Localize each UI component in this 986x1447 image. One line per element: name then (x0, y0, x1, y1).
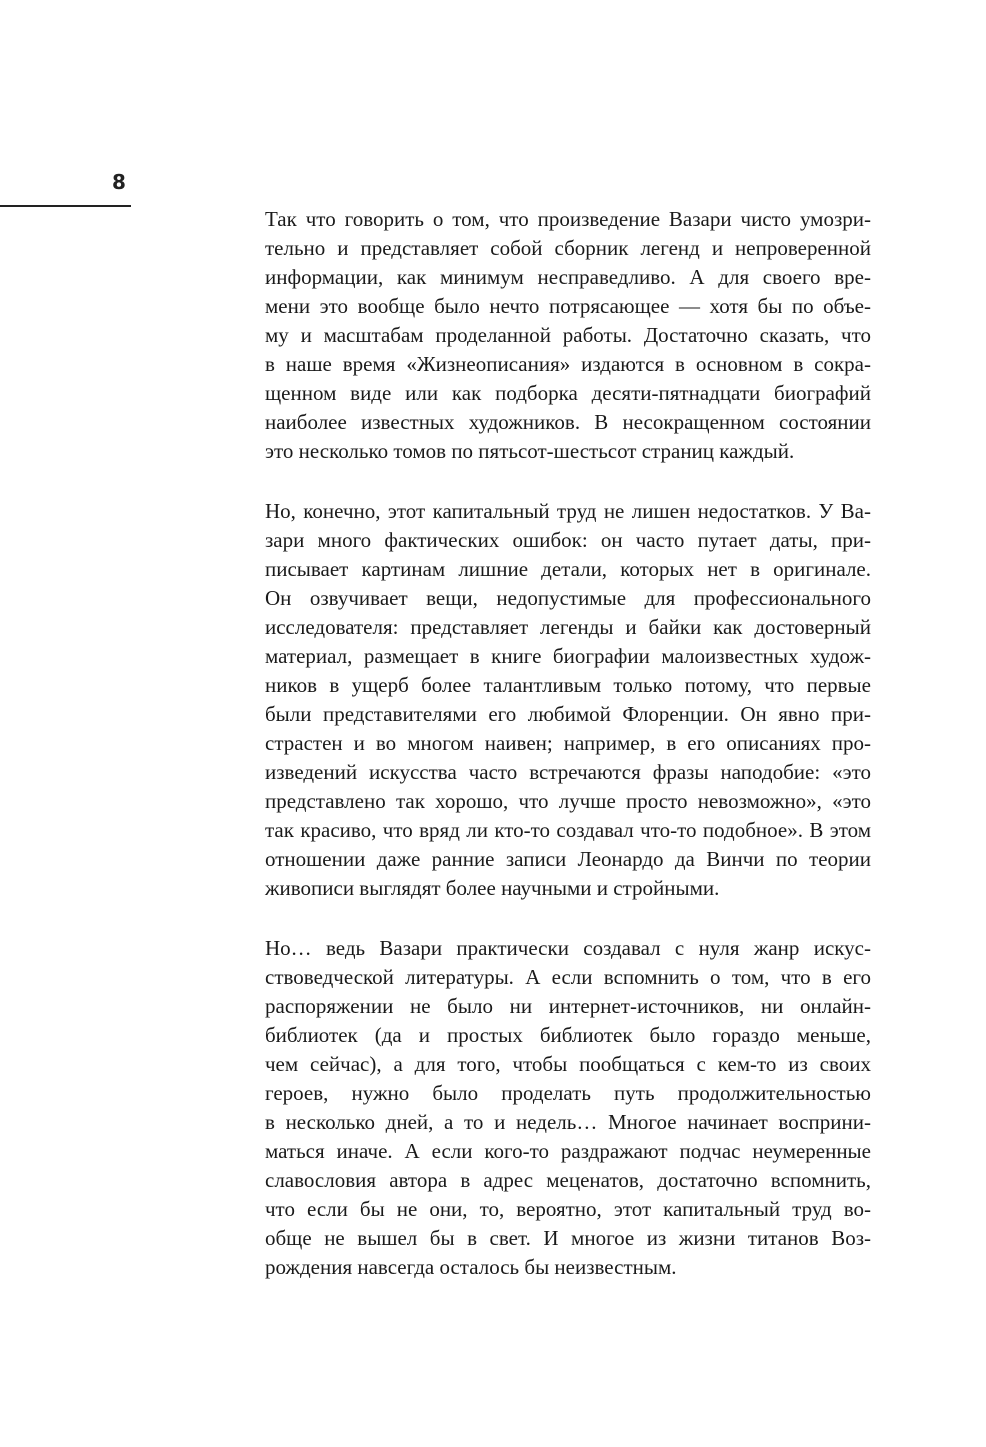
text-line: зари много фактических ошибок: он часто путает даты, при- (265, 528, 871, 552)
text-line: мени это вообще было нечто потрясающее — хотя бы по объе- (265, 294, 871, 318)
text-line: были представителями его любимой Флоренции. Он явно при- (265, 702, 871, 726)
text-line: ников в ущерб более талантливым только потому, что первые (265, 673, 871, 697)
text-line: щенном виде или как подборка десяти-пятнадцати биографий (265, 381, 871, 405)
text-line: в наше время «Жизнеописания» издаются в основном в сокра- (265, 352, 871, 376)
page-number: 8 (112, 170, 126, 194)
text-line: что если бы не они, то, вероятно, этот капитальный труд во- (265, 1197, 871, 1221)
paragraph (265, 205, 871, 466)
text-line: ствоведческой литературы. А если вспомнить о том, что в его (265, 965, 871, 989)
text-line: славословия автора в адрес меценатов, достаточно вспомнить, (265, 1168, 871, 1192)
text-line: материал, размещает в книге биографии малоизвестных худож- (265, 644, 871, 668)
text-line: представлено так хорошо, что лучше просто невозможно», «это (265, 789, 871, 813)
text-line: отношении даже ранние записи Леонардо да Винчи по теории (265, 847, 871, 871)
text-line: обще не вышел бы в свет. И многое из жизни титанов Воз- (265, 1226, 871, 1250)
text-line: маться иначе. А если кого-то раздражают подчас неумеренные (265, 1139, 871, 1163)
paragraph (265, 497, 871, 903)
text-line: Так что говорить о том, что произведение Вазари чисто умозри- (265, 207, 871, 231)
text-line: Но… ведь Вазари практически создавал с нуля жанр искус- (265, 936, 871, 960)
text-line: му и масштабам проделанной работы. Достаточно сказать, что (265, 323, 871, 347)
text-line: распоряжении не было ни интернет-источников, ни онлайн- (265, 994, 871, 1018)
text-line: чем сейчас), а для того, чтобы пообщаться с кем-то из своих (265, 1052, 871, 1076)
text-line: информации, как минимум несправедливо. А для своего вре- (265, 265, 871, 289)
text-line: наиболее известных художников. В несокращенном состоянии (265, 410, 871, 434)
header-rule (0, 205, 131, 207)
text-line: писывает картинам лишние детали, которых нет в оригинале. (265, 557, 871, 581)
text-line: рождения навсегда осталось бы неизвестным. (265, 1255, 677, 1279)
body-text (265, 205, 871, 1313)
text-line: исследователя: представляет легенды и байки как достоверный (265, 615, 871, 639)
text-line: тельно и представляет собой сборник легенд и непроверенной (265, 236, 871, 260)
text-line: в несколько дней, а то и недель… Многое начинает восприни- (265, 1110, 871, 1134)
text-line: живописи выглядят более научными и стройными. (265, 876, 720, 900)
text-line: библиотек (да и простых библиотек было гораздо меньше, (265, 1023, 871, 1047)
text-line: это несколько томов по пятьсот-шестьсот страниц каждый. (265, 439, 795, 463)
text-line: изведений искусства часто встречаются фразы наподобие: «это (265, 760, 871, 784)
text-line: Но, конечно, этот капитальный труд не лишен недостатков. У Ва- (265, 499, 871, 523)
paragraph (265, 934, 871, 1282)
text-line: страстен и во многом наивен; например, в его описаниях про- (265, 731, 871, 755)
text-line: героев, нужно было проделать путь продолжительностью (265, 1081, 871, 1105)
text-line: Он озвучивает вещи, недопустимые для профессионального (265, 586, 871, 610)
text-line: так красиво, что вряд ли кто-то создавал что-то подобное». В этом (265, 818, 871, 842)
